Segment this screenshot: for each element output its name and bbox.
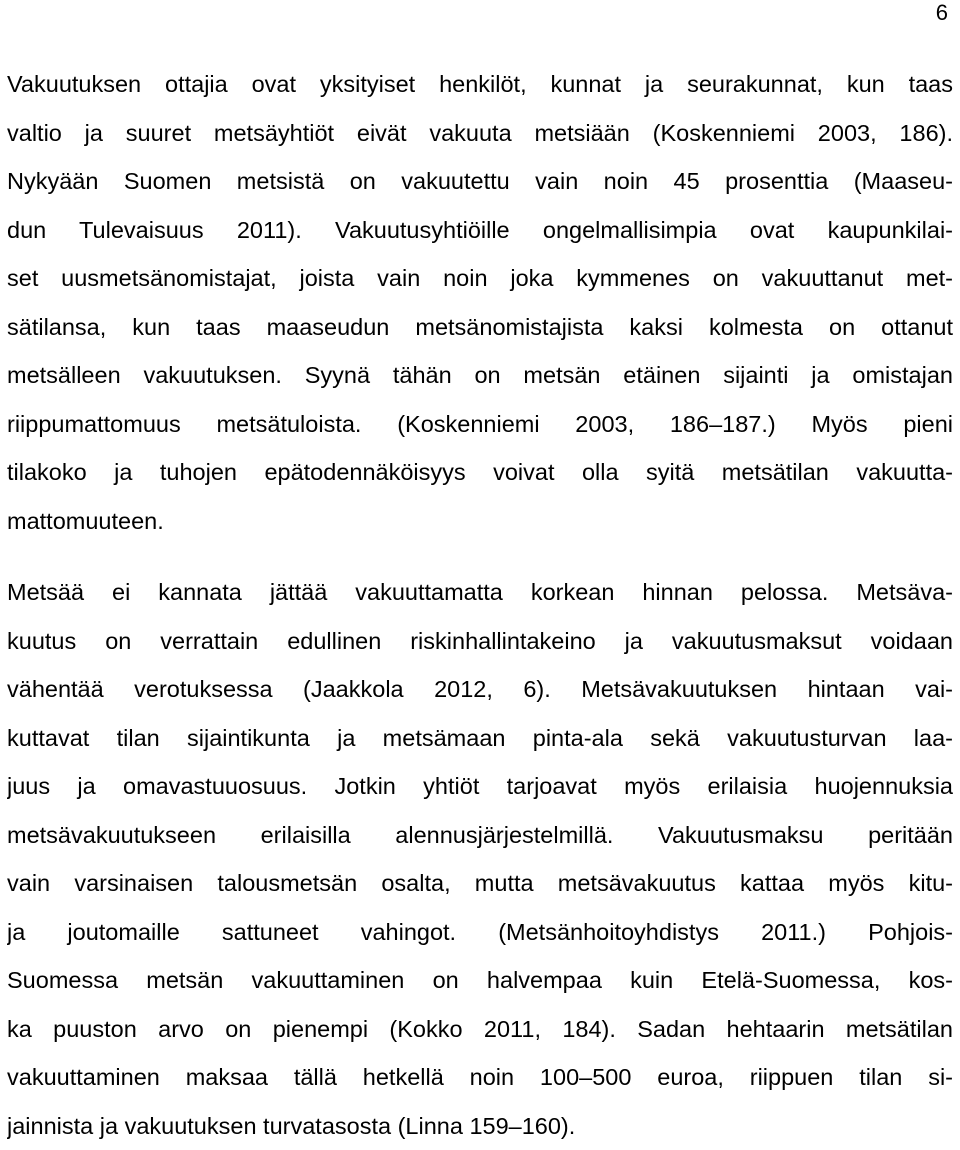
text-line: Metsää ei kannata jättää vakuuttamatta korkean hinnan pelossa. Metsäva- — [7, 568, 953, 617]
text-line: tilakoko ja tuhojen epätodennäköisyys voivat olla syitä metsätilan vakuutta- — [7, 448, 953, 497]
text-line: kuutus on verrattain edullinen riskinhallintakeino ja vakuutusmaksut voidaan — [7, 617, 953, 666]
text-line: Nykyään Suomen metsistä on vakuutettu vain noin 45 prosenttia (Maaseu- — [7, 157, 953, 206]
text-line: sätilansa, kun taas maaseudun metsänomistajista kaksi kolmesta on ottanut — [7, 303, 953, 352]
text-line: jainnista ja vakuutuksen turvatasosta (Linna 159–160). — [7, 1102, 953, 1150]
text-line: ka puuston arvo on pienempi (Kokko 2011, 184). Sadan hehtaarin metsätilan — [7, 1005, 953, 1054]
text-line: riippumattomuus metsätuloista. (Koskenniemi 2003, 186–187.) Myös pieni — [7, 400, 953, 449]
text-line: set uusmetsänomistajat, joista vain noin joka kymmenes on vakuuttanut met- — [7, 254, 953, 303]
text-line: ja joutomaille sattuneet vahingot. (Metsänhoitoyhdistys 2011.) Pohjois- — [7, 908, 953, 957]
text-line: metsävakuutukseen erilaisilla alennusjärjestelmillä. Vakuutusmaksu peritään — [7, 811, 953, 860]
text-line: Suomessa metsän vakuuttaminen on halvempaa kuin Etelä-Suomessa, kos- — [7, 956, 953, 1005]
paragraph-1 — [7, 60, 953, 545]
text-line: vakuuttaminen maksaa tällä hetkellä noin 100–500 euroa, riippuen tilan si- — [7, 1053, 953, 1102]
text-line: metsälleen vakuutuksen. Syynä tähän on metsän etäinen sijainti ja omistajan — [7, 351, 953, 400]
text-line: juus ja omavastuuosuus. Jotkin yhtiöt tarjoavat myös erilaisia huojennuksia — [7, 762, 953, 811]
text-line: mattomuuteen. — [7, 497, 953, 546]
text-line: kuttavat tilan sijaintikunta ja metsämaan pinta-ala sekä vakuutusturvan laa- — [7, 714, 953, 763]
text-line: vähentää verotuksessa (Jaakkola 2012, 6). Metsävakuutuksen hintaan vai- — [7, 665, 953, 714]
text-line: valtio ja suuret metsäyhtiöt eivät vakuuta metsiään (Koskenniemi 2003, 186). — [7, 109, 953, 158]
text-line: dun Tulevaisuus 2011). Vakuutusyhtiöille ongelmallisimpia ovat kaupunkilai- — [7, 206, 953, 255]
text-line: Vakuutuksen ottajia ovat yksityiset henkilöt, kunnat ja seurakunnat, kun taas — [7, 60, 953, 109]
page-number: 6 — [936, 0, 948, 26]
paragraph-2 — [7, 568, 953, 1150]
text-line: vain varsinaisen talousmetsän osalta, mutta metsävakuutus kattaa myös kitu- — [7, 859, 953, 908]
